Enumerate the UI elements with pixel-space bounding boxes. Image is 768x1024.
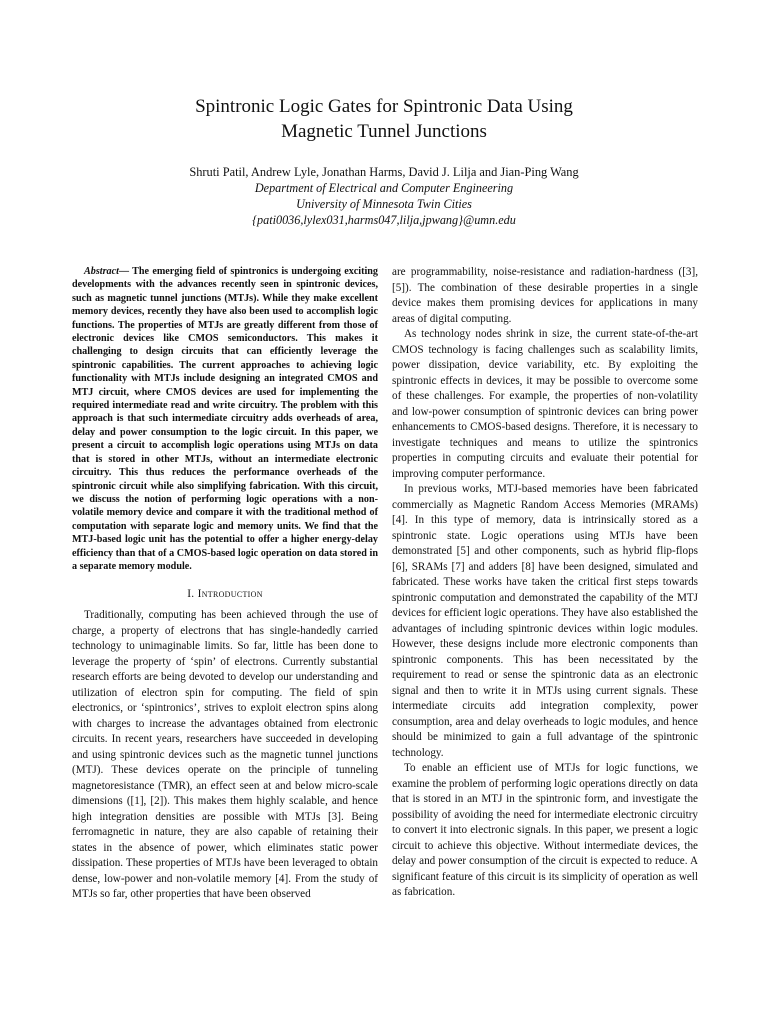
intro-paragraph-2: As technology nodes shrink in size, the current state-of-the-art CMOS technology is facing challenges such as scalability limits, power dissipation, device variability, etc. By exploiting the spintronic effects in devices, it may be possible to overcome some of these challenges. For example, the properties of non-volatility and low-power consumption of spintronic devices can bring power enhancements to CMOS-based designs. Therefore, it is necessary to investigate techniques and means to utilize the spintronics properties in computing circuits and evaluate their potential for improving computer performance.	[392, 328, 698, 480]
abstract	[72, 265, 378, 573]
paper-title-line-2: Magnetic Tunnel Junctions	[281, 121, 487, 142]
paper-title	[0, 94, 768, 144]
department: Department of Electrical and Computer Engineering	[254, 181, 514, 195]
paper-title-line-1: Spintronic Logic Gates for Spintronic Data Using	[195, 96, 573, 117]
abstract-body: — The emerging field of spintronics is undergoing exciting developments with the advances recently seen in spintronic devices, such as magnetic tunnel junctions (MTJs). While they make excellent memory devices, recently they have also been used to accomplish logic functions. The properties of MTJs are greatly different from those of electronic devices like CMOS semiconductors. This makes it challenging to design circuits that can efficiently leverage the spintronic capabilities. The current approaches to achieving logic functionality with MTJs include designing an integrated CMOS and MTJ circuit, where CMOS devices are used for implementing the required intermediate read and write circuitry. The problem with this approach is that such intermediate circuitry adds overheads of area, delay and power consumption to the logic circuit. In this paper, we present a circuit to accomplish logic operations using MTJs on data that is stored in other MTJs, without an intermediate electronic circuitry. This thus reduces the performance overheads of the spintronic circuit while also simplifying fabrication. With this circuit, we discuss the notion of performing logic operations with a non-volatile memory device and compare it with the traditional method of computation with separate logic and memory units. We find that the MTJ-based logic unit has the potential to offer a higher energy-delay efficiency than that of a CMOS-based logic operation on data stored in a separate memory module.	[72, 266, 378, 572]
right-column	[392, 265, 698, 901]
abstract-label: Abstract	[84, 266, 119, 277]
section-title: Introduction	[197, 588, 263, 601]
author-list: Shruti Patil, Andrew Lyle, Jonathan Harms, David J. Lilja and Jian-Ping Wang	[189, 165, 579, 179]
left-column	[72, 265, 378, 903]
intro-paragraph-4: To enable an efficient use of MTJs for logic functions, we examine the problem of performing logic operations directly on data that is stored in an MTJ in the spintronic form, and investigate the possibility of avoiding the need for intermediate electronic circuitry to convert it into electronic signals. In this paper, we present a logic circuit to achieve this objective. Without intermediate devices, the delay and power consumption of the circuit is expected to reduce. A significant feature of this circuit is its simplicity of operation as well as fabrication.	[392, 762, 698, 898]
email-list: {pati0036,lylex031,harms047,lilja,jpwang}@umn.edu	[252, 213, 516, 227]
intro-paragraph-3: In previous works, MTJ-based memories have been fabricated commercially as Magnetic Random Access Memories (MRAMs) [4]. In this type of memory, data is intrinsically stored as a spintronic state. Logic operations using MTJs have been demonstrated [5] and other components, such as hybrid flip-flops [6], SRAMs [7] and adders [8] have been designed, simulated and fabricated. These works have taken the critical first steps towards spintronic computation and demonstrated the capability of the MTJ devices for efficient logic operations. They have also established the advantages of including spintronic devices within logic modules. However, these designs include more electronic components than spintronic components. This has been necessitated by the requirement to read or sense the spintronic data as an electronic signal and then to write it in MTJs using current signals. These intermediate circuits add integration complexity, power consumption, area and delay overheads to logic modules, and hence should be minimized to gain a full advantage of the spintronic technology.	[392, 483, 698, 759]
intro-paragraph-1: Traditionally, computing has been achieved through the use of charge, a property of electrons that has single-handedly carried technology to unimaginable limits. So far, little has been done to leverage the property of ‘spin’ of electrons. Currently substantial research efforts are being devoted to develop our understanding and utilization of electron spin for computing. The field of spin electronics, or ‘spintronics’, strives to exploit electron spins along with charges to increase the advantages obtained from electronic circuits. In recent years, researchers have succeeded in developing and using spintronic devices such as the magnetic tunnel junctions (MTJ). These devices operate on the principle of tunneling magnetoresistance (TMR), an effect seen at and below micro-scale dimensions ([1], [2]). This makes them highly scalable, and hence high integration densities are possible with MTJs [3]. Being ferromagnetic in nature, they are also capable of retaining their states in the absence of power, which eliminates static power dissipation. These properties of MTJs have been leveraged to obtain dense, low-power and non-volatile memory [4]. From the study of MTJs so far, other properties that have been observed	[72, 609, 378, 901]
intro-paragraph-1-continued: are programmability, noise-resistance and radiation-hardness ([3], [5]). The combination of these desirable properties in a single device makes them promising devices for applications in many areas of digital computing.	[392, 266, 698, 325]
section-heading-introduction	[72, 586, 378, 602]
university: University of Minnesota Twin Cities	[296, 197, 472, 211]
section-number: I.	[187, 588, 198, 601]
